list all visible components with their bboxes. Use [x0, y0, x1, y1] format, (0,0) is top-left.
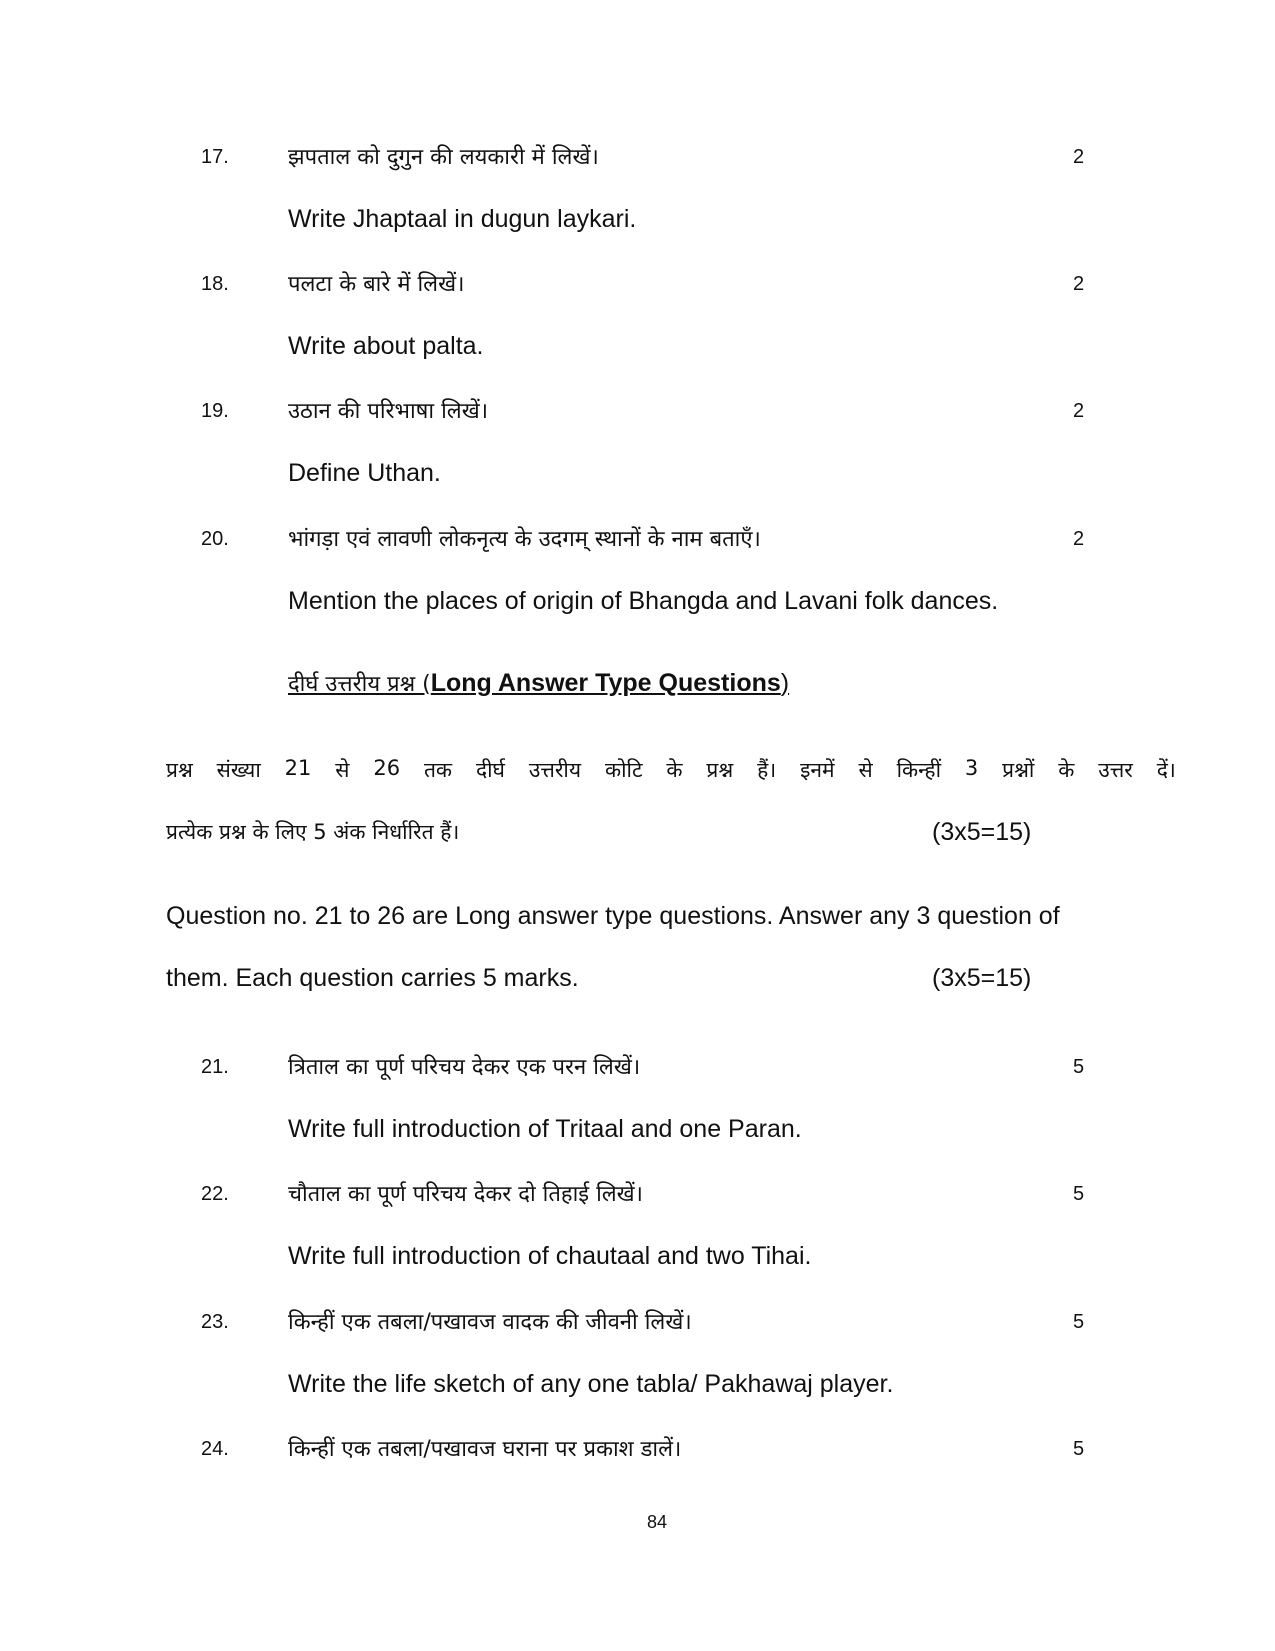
- question-number: 24.: [201, 1438, 229, 1460]
- question-text-english: Define Uthan.: [288, 459, 441, 487]
- instruction-word: के: [1058, 758, 1075, 782]
- section-heading-close: ): [780, 669, 790, 697]
- question-text-english: Write Jhaptaal in dugun laykari.: [288, 205, 637, 233]
- question-number: 21.: [201, 1056, 229, 1078]
- question-text-english: Write the life sketch of any one tabla/ Pakhawaj player.: [288, 1370, 894, 1398]
- question-marks: 5: [1073, 1311, 1085, 1333]
- instruction-word: किन्हीं: [896, 758, 942, 782]
- instruction-word: दें।: [1156, 758, 1176, 782]
- instruction-word: उत्तरीय: [528, 758, 582, 782]
- question-number: 19.: [201, 400, 229, 422]
- instruction-word: प्रश्नों: [1002, 758, 1035, 782]
- instruction-word: इनमें: [800, 758, 835, 782]
- question-marks: 2: [1073, 146, 1085, 168]
- instruction-word: उत्तर: [1098, 758, 1133, 782]
- question-text-hindi: झपताल को दुगुन की लयकारी में लिखें।: [288, 145, 599, 170]
- section-heading: [288, 668, 789, 698]
- section-heading-english: Long Answer Type Questions: [430, 669, 781, 697]
- question-text-english: Write full introduction of Tritaal and one Paran.: [288, 1115, 802, 1143]
- page-number: 84: [647, 1512, 668, 1532]
- instruction-word: के: [666, 758, 683, 782]
- question-text-hindi: पलटा के बारे में लिखें।: [288, 272, 465, 297]
- question-marks: 2: [1073, 528, 1085, 550]
- question-text-english: Mention the places of origin of Bhangda and Lavani folk dances.: [288, 587, 999, 615]
- instruction-word: से: [858, 758, 873, 782]
- question-text-hindi: किन्हीं एक तबला/पखावज वादक की जीवनी लिखें।: [288, 1310, 692, 1335]
- question-text-hindi: भांगड़ा एवं लावणी लोकनृत्य के उदगम् स्थानों के नाम बताएँ।: [288, 527, 761, 552]
- question-text-hindi: उठान की परिभाषा लिखें।: [288, 399, 489, 424]
- instructions-hindi-line-1: [166, 756, 1176, 784]
- question-marks: 5: [1073, 1056, 1085, 1078]
- question-text-english: Write about palta.: [288, 332, 484, 360]
- instruction-word: से: [335, 758, 350, 782]
- instruction-word: 3: [964, 756, 979, 780]
- instructions-english-marks: (3x5=15): [932, 964, 1032, 992]
- question-number: 22.: [201, 1183, 229, 1205]
- instructions-hindi-line-2: प्रत्येक प्रश्न के लिए 5 अंक निर्धारित हैं।: [166, 820, 460, 844]
- question-marks: 5: [1073, 1438, 1085, 1460]
- instructions-english-line-1: Question no. 21 to 26 are Long answer type questions. Answer any 3 question of: [166, 902, 1060, 930]
- section-heading-hindi: दीर्घ उत्तरीय प्रश्न (: [288, 672, 431, 697]
- question-marks: 2: [1073, 400, 1085, 422]
- instruction-word: प्रश्न: [166, 758, 193, 782]
- instruction-word: 21: [284, 756, 312, 780]
- question-number: 20.: [201, 528, 229, 550]
- instruction-word: दीर्घ: [475, 758, 505, 782]
- instruction-word: 26: [373, 756, 401, 780]
- question-number: 18.: [201, 273, 229, 295]
- instruction-word: प्रश्न: [706, 758, 734, 782]
- question-marks: 5: [1073, 1183, 1085, 1205]
- question-text-english: Write full introduction of chautaal and two Tihai.: [288, 1242, 812, 1270]
- question-text-hindi: किन्हीं एक तबला/पखावज घराना पर प्रकाश डालें।: [288, 1437, 682, 1462]
- question-text-hindi: चौताल का पूर्ण परिचय देकर दो तिहाई लिखें।: [288, 1182, 644, 1207]
- instructions-english-line-2: them. Each question carries 5 marks.: [166, 964, 579, 992]
- instruction-word: तक: [423, 758, 453, 782]
- question-number: 23.: [201, 1311, 229, 1333]
- instruction-word: संख्या: [216, 758, 261, 782]
- question-marks: 2: [1073, 273, 1085, 295]
- question-text-hindi: त्रिताल का पूर्ण परिचय देकर एक परन लिखें।: [288, 1055, 641, 1080]
- question-number: 17.: [201, 146, 229, 168]
- instruction-word: हैं।: [757, 758, 777, 782]
- instructions-hindi-marks: (3x5=15): [932, 818, 1032, 846]
- instruction-word: कोटि: [604, 758, 643, 782]
